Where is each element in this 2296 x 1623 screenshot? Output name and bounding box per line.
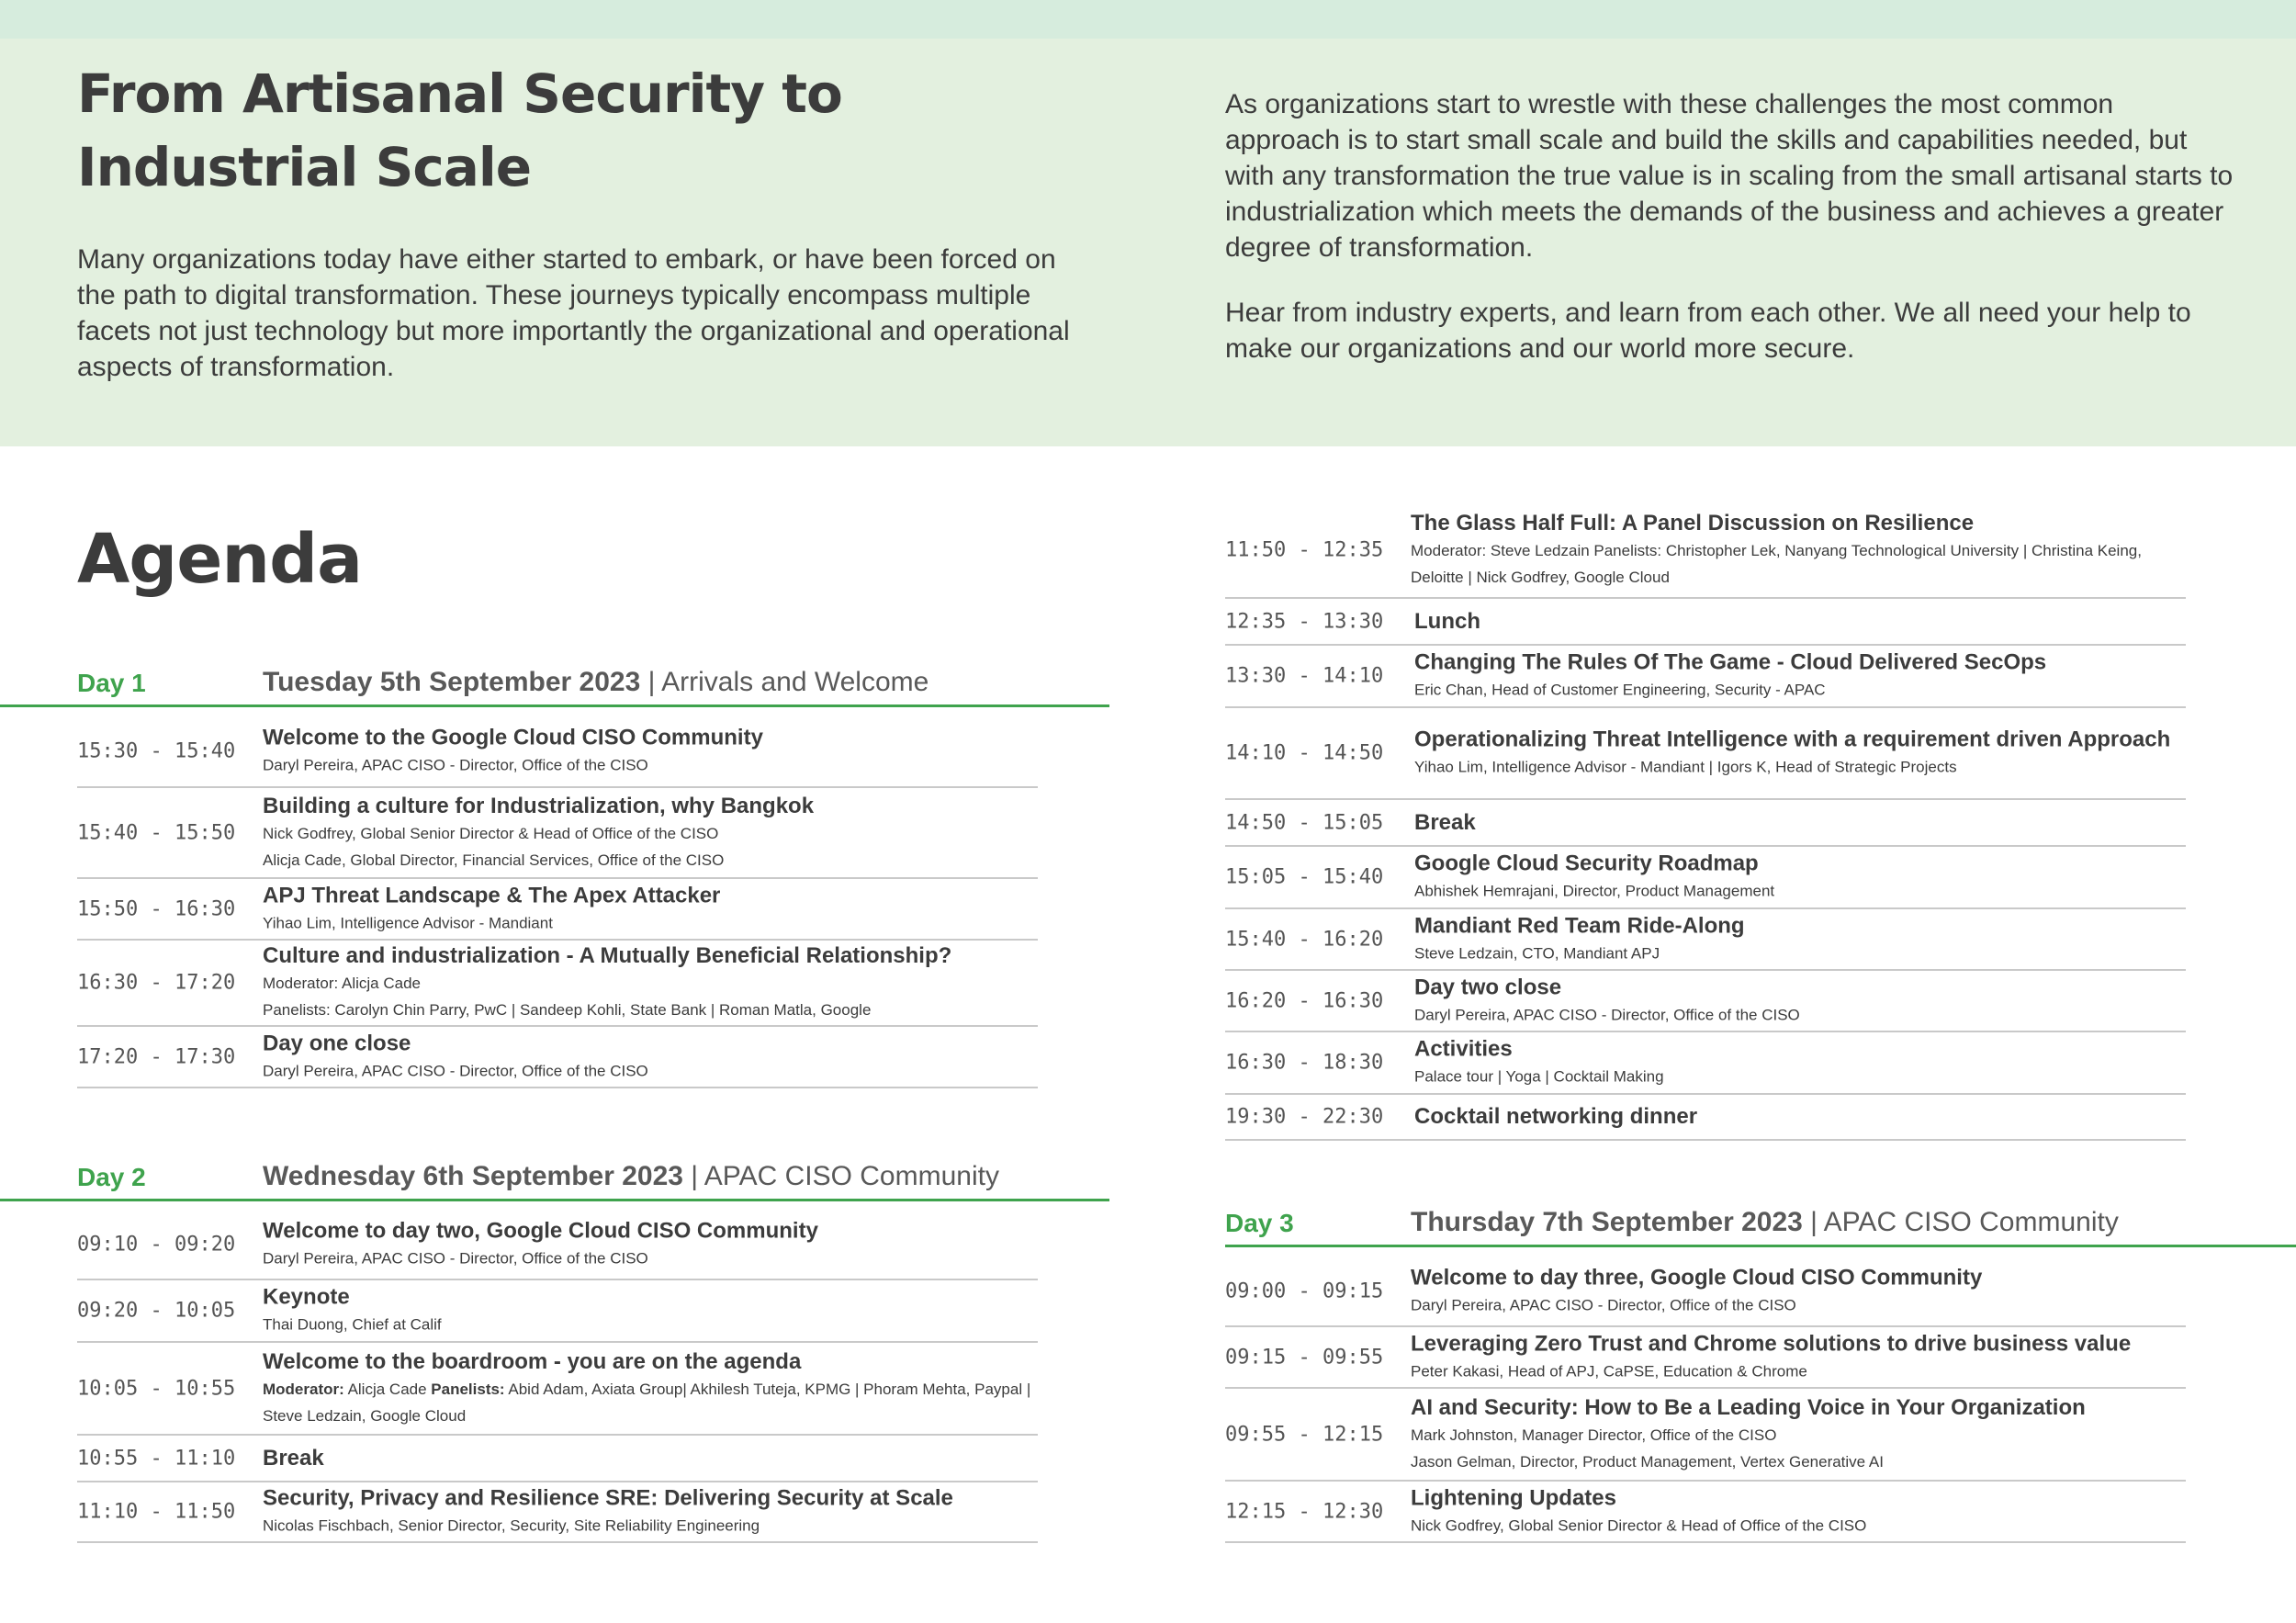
day1-label: Day 1 xyxy=(77,669,146,697)
session-speaker: Peter Kakasi, Head of APJ, CaPSE, Education & Chrome xyxy=(1411,1362,1807,1380)
session-speaker: Palace tour | Yoga | Cocktail Making xyxy=(1414,1067,1664,1086)
agenda-row xyxy=(1225,599,2186,646)
session-time: 10:05 - 10:55 xyxy=(77,1377,236,1400)
session-content xyxy=(263,725,1043,779)
session-content xyxy=(1414,912,2195,966)
session-title: Lightening Updates xyxy=(1411,1485,1616,1510)
session-content xyxy=(1411,510,2191,591)
day2-divider xyxy=(0,1199,1109,1201)
session-title: Cocktail networking dinner xyxy=(1414,1104,1698,1129)
session-time: 15:40 - 15:50 xyxy=(77,821,236,844)
session-title: Culture and industrialization - A Mutually Beneficial Relationship? xyxy=(263,943,952,968)
session-title: The Glass Half Full: A Panel Discussion on Resilience xyxy=(1411,511,1975,535)
session-speaker: Daryl Pereira, APAC CISO - Director, Office of the CISO xyxy=(1411,1296,1796,1313)
session-title: Changing The Rules Of The Game - Cloud Delivered SecOps xyxy=(1414,649,2047,675)
day3-theme: | APAC CISO Community xyxy=(1802,1207,2119,1237)
session-title: Building a culture for Industrialization, why Bangkok xyxy=(263,793,815,818)
session-title: Day two close xyxy=(1414,975,1562,999)
session-time: 11:10 - 11:50 xyxy=(77,1500,236,1524)
session-speaker: Jason Gelman, Director, Product Management, Vertex Generative AI xyxy=(1411,1452,1884,1471)
session-time: 09:00 - 09:15 xyxy=(1225,1279,1384,1302)
hero-call-text: Hear from industry experts, and learn from each other. We all need your help to make our organizations and our world more secure. xyxy=(1225,298,2191,364)
session-content xyxy=(1414,1036,2195,1090)
session-title: Break xyxy=(263,1445,324,1471)
session-title: Activities xyxy=(1414,1036,1513,1062)
session-time: 10:55 - 11:10 xyxy=(77,1447,236,1470)
session-speaker: Yihao Lim, Intelligence Advisor - Mandiant xyxy=(263,914,553,931)
agenda-row xyxy=(77,1482,1038,1543)
session-time: 14:10 - 14:50 xyxy=(1225,741,1384,765)
session-title: Google Cloud Security Roadmap xyxy=(1414,851,1759,876)
session-time: 11:50 - 12:35 xyxy=(1225,538,1384,562)
session-title: Lunch xyxy=(1414,608,1480,634)
session-panel: Moderator: Steve Ledzain Panelists: Christopher Lek, Nanyang Technological University | Christina Keing, Deloitte | Nick Godfrey, Google Cloud xyxy=(1411,542,2142,586)
agenda-row xyxy=(1225,1257,2186,1327)
session-time: 16:30 - 18:30 xyxy=(1225,1051,1384,1075)
agenda-row xyxy=(1225,847,2186,909)
session-title: Mandiant Red Team Ride-Along xyxy=(1414,913,1745,938)
session-content xyxy=(263,1485,1043,1539)
session-speaker: Steve Ledzain, CTO, Mandiant APJ xyxy=(1414,944,1660,962)
agenda-row xyxy=(1225,1327,2186,1389)
session-title: Leveraging Zero Trust and Chrome solutions to drive business value xyxy=(1411,1331,2132,1356)
session-title: Welcome to the Google Cloud CISO Community xyxy=(263,725,763,750)
agenda-row xyxy=(77,1027,1038,1088)
session-title: Keynote xyxy=(263,1284,350,1310)
session-title: Welcome to the boardroom - you are on the agenda xyxy=(263,1348,802,1374)
agenda-row xyxy=(1225,646,2186,708)
day3-title xyxy=(1411,1207,2119,1238)
session-speaker: Alicja Cade, Global Director, Financial Services, Office of the CISO xyxy=(263,851,725,869)
agenda-row xyxy=(1225,909,2186,971)
panelists-label: Panelists: xyxy=(431,1380,505,1398)
day3-header xyxy=(1225,1201,2296,1247)
session-speaker: Thai Duong, Chief at Calif xyxy=(263,1315,442,1334)
session-moderator: Moderator: Alicja Cade xyxy=(263,975,421,992)
session-content xyxy=(1411,1264,2191,1318)
session-time: 13:30 - 14:10 xyxy=(1225,664,1384,688)
agenda-row xyxy=(1225,503,2186,599)
session-title: Welcome to day two, Google Cloud CISO Community xyxy=(263,1218,818,1244)
moderator-name: Alicja Cade xyxy=(343,1380,432,1398)
session-speaker: Mark Johnston, Manager Director, Office of the CISO xyxy=(1411,1426,1777,1444)
session-time: 16:20 - 16:30 xyxy=(1225,989,1384,1012)
session-title: APJ Threat Landscape & The Apex Attacker xyxy=(263,883,721,907)
day2-theme: | APAC CISO Community xyxy=(682,1161,999,1191)
session-time: 17:20 - 17:30 xyxy=(77,1045,236,1068)
session-title: Welcome to day three, Google Cloud CISO Community xyxy=(1411,1265,1983,1290)
session-time: 15:30 - 15:40 xyxy=(77,739,236,763)
session-content xyxy=(1414,608,2195,636)
agenda-row xyxy=(77,941,1038,1027)
session-content xyxy=(1411,1330,2191,1384)
session-content xyxy=(263,793,1043,873)
agenda-row xyxy=(77,879,1038,941)
session-speaker: Daryl Pereira, APAC CISO - Director, Office of the CISO xyxy=(263,1249,648,1268)
session-time: 12:35 - 13:30 xyxy=(1225,610,1384,633)
session-speaker: Yihao Lim, Intelligence Advisor - Mandiant | Igors K, Head of Strategic Projects xyxy=(1414,758,1957,776)
agenda-row xyxy=(1225,1389,2186,1482)
agenda-row xyxy=(77,1280,1038,1343)
session-title: Break xyxy=(1414,809,1476,835)
session-content xyxy=(1414,851,2195,905)
session-panel xyxy=(263,1376,1043,1429)
session-content xyxy=(263,882,1043,936)
session-content xyxy=(263,1348,1043,1429)
session-content xyxy=(263,1284,1043,1338)
day2-label: Day 2 xyxy=(77,1163,146,1191)
agenda-row xyxy=(1225,1032,2186,1095)
session-time: 15:50 - 16:30 xyxy=(77,897,236,920)
day3-divider xyxy=(1225,1245,2296,1247)
agenda-row xyxy=(1225,1095,2186,1141)
session-title: Day one close xyxy=(263,1031,411,1055)
session-time: 19:30 - 22:30 xyxy=(1225,1105,1384,1129)
session-speaker: Abhishek Hemrajani, Director, Product Management xyxy=(1414,882,1775,900)
agenda-row xyxy=(1225,800,2186,847)
session-content xyxy=(1411,1394,2191,1475)
session-content xyxy=(263,1218,1043,1272)
agenda-row xyxy=(1225,708,2186,800)
hero-title: From Artisanal Security to Industrial Scale xyxy=(77,62,842,198)
day1-theme: | Arrivals and Welcome xyxy=(640,667,929,697)
moderator-label: Moderator: xyxy=(263,1380,344,1398)
agenda-row xyxy=(77,1343,1038,1436)
agenda-heading: Agenda xyxy=(77,520,363,599)
session-speaker: Daryl Pereira, APAC CISO - Director, Office of the CISO xyxy=(1414,1006,1800,1023)
session-speaker: Daryl Pereira, APAC CISO - Director, Office of the CISO xyxy=(263,1062,648,1079)
day3-label: Day 3 xyxy=(1225,1209,1294,1237)
session-content xyxy=(1411,1484,2191,1538)
agenda-row xyxy=(77,788,1038,879)
day2-date: Wednesday 6th September 2023 xyxy=(263,1161,683,1191)
agenda-row xyxy=(77,716,1038,788)
session-speaker: Nick Godfrey, Global Senior Director & Head of Office of the CISO xyxy=(263,824,719,842)
day1-date: Tuesday 5th September 2023 xyxy=(263,667,641,697)
day3-date: Thursday 7th September 2023 xyxy=(1411,1207,1803,1237)
session-speaker: Nick Godfrey, Global Senior Director & Head of Office of the CISO xyxy=(1411,1516,1867,1534)
session-content xyxy=(1414,649,2195,704)
session-title: Security, Privacy and Resilience SRE: Delivering Security at Scale xyxy=(263,1485,953,1511)
session-speaker: Daryl Pereira, APAC CISO - Director, Office of the CISO xyxy=(263,756,648,774)
top-accent-strip xyxy=(0,0,2296,39)
session-content xyxy=(1414,809,2195,837)
agenda-row xyxy=(1225,971,2186,1032)
day1-title xyxy=(263,667,929,698)
agenda-row xyxy=(77,1436,1038,1482)
hero-approach-text: As organizations start to wrestle with these challenges the most common approach is to start small scale and build the skills and capabilities needed, but with any transformation the true value is in scaling from the small artisanal starts to industrialization which meets the demands of the business and achieves a greater degree of transformation. xyxy=(1225,89,2234,263)
day1-divider xyxy=(0,704,1109,707)
session-time: 09:55 - 12:15 xyxy=(1225,1423,1384,1446)
day2-header xyxy=(77,1155,1041,1201)
session-content xyxy=(1414,974,2195,1028)
session-content xyxy=(263,1030,1043,1084)
session-content xyxy=(1414,727,2195,781)
session-time: 09:10 - 09:20 xyxy=(77,1233,236,1257)
session-content xyxy=(263,1445,1043,1472)
agenda-row xyxy=(1225,1482,2186,1543)
session-time: 14:50 - 15:05 xyxy=(1225,811,1384,834)
day2-title xyxy=(263,1161,999,1192)
session-time: 16:30 - 17:20 xyxy=(77,971,236,995)
session-content xyxy=(1414,1103,2195,1131)
day1-header xyxy=(77,661,1041,707)
agenda-row xyxy=(77,1211,1038,1280)
session-time: 15:05 - 15:40 xyxy=(1225,865,1384,889)
panelists-names: Abid Adam, Axiata Group| Akhilesh Tuteja, KPMG | Phoram Mehta, Paypal | Steve Ledzain, Google Cloud xyxy=(263,1380,1031,1425)
hero-intro-text: Many organizations today have either started to embark, or have been forced on the path to digital transformation. These journeys typically encompass multiple facets not just technology but more importantly the organizational and operational aspects of transformation. xyxy=(77,244,1070,382)
session-time: 15:40 - 16:20 xyxy=(1225,928,1384,951)
session-panelists: Panelists: Carolyn Chin Parry, PwC | Sandeep Kohli, State Bank | Roman Matla, Google xyxy=(263,1001,872,1019)
session-title: AI and Security: How to Be a Leading Voice in Your Organization xyxy=(1411,1394,2086,1420)
session-content xyxy=(263,942,1043,1023)
session-time: 09:20 - 10:05 xyxy=(77,1299,236,1323)
session-title: Operationalizing Threat Intelligence with a requirement driven Approach xyxy=(1414,727,2171,752)
session-speaker: Eric Chan, Head of Customer Engineering, Security - APAC xyxy=(1414,681,1826,699)
session-time: 09:15 - 09:55 xyxy=(1225,1346,1384,1369)
session-time: 12:15 - 12:30 xyxy=(1225,1500,1384,1523)
session-speaker: Nicolas Fischbach, Senior Director, Security, Site Reliability Engineering xyxy=(263,1516,760,1535)
